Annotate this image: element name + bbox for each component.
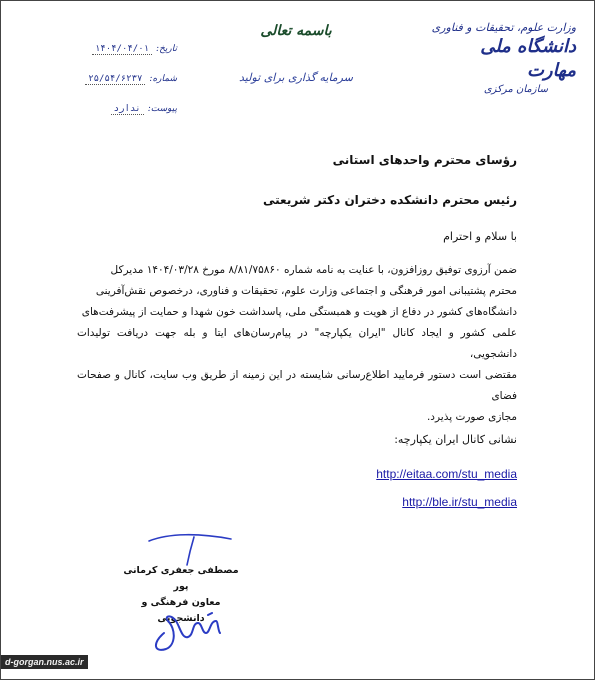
signatory-name: مصطفی جعفری کرمانی پور	[123, 565, 239, 592]
ministry-line: وزارت علوم، تحقیقات و فناوری	[431, 21, 576, 34]
attachment-label: پیوست:	[147, 104, 177, 114]
date-label: تاریخ:	[156, 44, 177, 54]
number-value: ۲۵/۵۴/۶۲۳۷	[85, 74, 145, 85]
handwritten-signature	[146, 599, 236, 655]
channels-label: نشانی کانال ایران یکپارچه:	[394, 433, 517, 446]
number-label: شماره:	[149, 74, 177, 84]
signatory-title: معاون فرهنگی و دانشجویی	[141, 597, 221, 624]
year-slogan: سرمایه گذاری برای تولید	[239, 71, 353, 84]
org-unit: سازمان مرکزی	[483, 84, 548, 95]
number-row	[37, 69, 177, 89]
attachment-row	[37, 99, 177, 119]
body-paragraph	[77, 260, 517, 428]
site-watermark-label: d-gorgan.nus.ac.ir	[1, 655, 88, 669]
eitaa-link[interactable]: http://eitaa.com/stu_media	[376, 467, 517, 481]
recipient-2: رئیس محترم دانشکده دختران دکتر شریعتی	[263, 193, 517, 207]
date-value: ۱۴۰۴/۰۴/۰۱	[92, 44, 152, 55]
letter-heading	[226, 23, 366, 84]
recipient-1: رؤسای محترم واحدهای استانی	[332, 153, 517, 167]
basmala: باسمه تعالی	[260, 23, 332, 39]
paragraph-line: مقتضی است دستور فرمایید اطلاع‌رسانی شایسته در این زمینه از طریق وب سایت، کانال و صفحات فضای	[77, 369, 517, 402]
university-name: دانشگاه ملی مهارت	[480, 36, 576, 81]
paragraph-line: ضمن آرزوی توفیق روزافزون، با عنایت به نامه شماره ۸/۸۱/۷۵۸۶۰ مورخ ۱۴۰۴/۰۳/۲۸ مدیرکل	[110, 264, 517, 276]
letter-meta	[37, 39, 177, 129]
attachment-value: ندارد	[111, 104, 144, 115]
paragraph-line: دانشگاه‌های کشور در دفاع از هویت و همبستگی ملی، پاسداشت خون شهدا و حمایت از پیشرفت‌های	[81, 306, 517, 318]
bale-link[interactable]: http://ble.ir/stu_media	[402, 495, 517, 509]
university-logo	[426, 21, 576, 97]
paragraph-line: محترم پشتیبانی امور فرهنگی و اجتماعی وزارت علوم، تحقیقات و فناوری، درخصوص نقش‌آفرینی	[95, 285, 517, 297]
greeting: با سلام و احترام	[443, 230, 517, 243]
paragraph-line: مجازی صورت پذیرد.	[426, 411, 517, 423]
paragraph-line: علمی کشور و ایجاد کانال "ایران یکپارچه" در پیام‌رسان‌های ایتا و بله جهت دریافت تولیدات دانشجویی،	[77, 327, 517, 360]
date-row	[37, 39, 177, 59]
